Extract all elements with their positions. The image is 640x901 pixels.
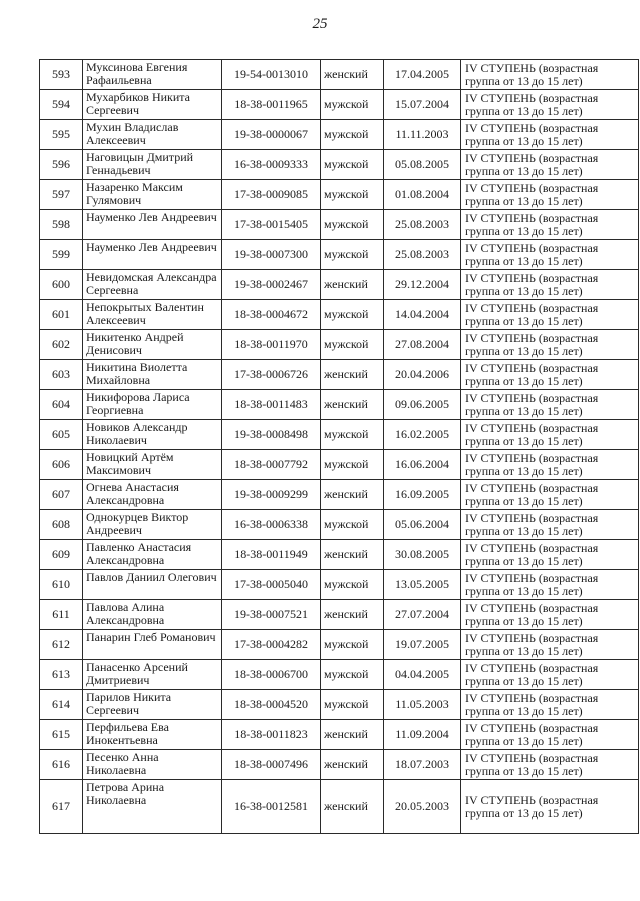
sex-cell: мужской <box>321 180 384 210</box>
table-row <box>40 210 639 240</box>
gto-level-cell: IV СТУПЕНЬ (возрастная группа от 13 до 15 лет) <box>461 570 639 600</box>
sex-cell: мужской <box>321 300 384 330</box>
birth-date-cell: 25.08.2003 <box>384 210 461 240</box>
row-number-cell: 611 <box>40 600 83 630</box>
gto-level-cell: IV СТУПЕНЬ (возрастная группа от 13 до 15 лет) <box>461 120 639 150</box>
sex-cell: женский <box>321 270 384 300</box>
full-name-cell: Однокурцев Виктор Андреевич <box>83 510 222 540</box>
sex-cell: мужской <box>321 240 384 270</box>
gto-level-cell: IV СТУПЕНЬ (возрастная группа от 13 до 15 лет) <box>461 60 639 90</box>
table-row <box>40 720 639 750</box>
table-row <box>40 450 639 480</box>
birth-date-cell: 18.07.2003 <box>384 750 461 780</box>
uin-cell: 17-38-0009085 <box>222 180 321 210</box>
gto-level-cell: IV СТУПЕНЬ (возрастная группа от 13 до 15 лет) <box>461 630 639 660</box>
sex-cell: мужской <box>321 630 384 660</box>
full-name-cell: Панасенко Арсений Дмитриевич <box>83 660 222 690</box>
table-row <box>40 540 639 570</box>
birth-date-cell: 16.06.2004 <box>384 450 461 480</box>
row-number-cell: 610 <box>40 570 83 600</box>
gto-level-cell: IV СТУПЕНЬ (возрастная группа от 13 до 15 лет) <box>461 90 639 120</box>
birth-date-cell: 16.09.2005 <box>384 480 461 510</box>
sex-cell: мужской <box>321 150 384 180</box>
full-name-cell: Никитина Виолетта Михайловна <box>83 360 222 390</box>
sex-cell: мужской <box>321 330 384 360</box>
table-row <box>40 570 639 600</box>
uin-cell: 16-38-0009333 <box>222 150 321 180</box>
full-name-cell: Непокрытых Валентин Алексеевич <box>83 300 222 330</box>
row-number-cell: 597 <box>40 180 83 210</box>
row-number-cell: 606 <box>40 450 83 480</box>
sex-cell: женский <box>321 600 384 630</box>
table-row <box>40 750 639 780</box>
row-number-cell: 615 <box>40 720 83 750</box>
gto-level-cell: IV СТУПЕНЬ (возрастная группа от 13 до 15 лет) <box>461 720 639 750</box>
birth-date-cell: 15.07.2004 <box>384 90 461 120</box>
full-name-cell: Петрова Арина Николаевна <box>83 780 222 834</box>
table-body <box>40 60 639 834</box>
full-name-cell: Парилов Никита Сергеевич <box>83 690 222 720</box>
sex-cell: мужской <box>321 120 384 150</box>
gto-level-cell: IV СТУПЕНЬ (возрастная группа от 13 до 15 лет) <box>461 150 639 180</box>
table-row <box>40 270 639 300</box>
birth-date-cell: 11.05.2003 <box>384 690 461 720</box>
table-row <box>40 630 639 660</box>
full-name-cell: Никитенко Андрей Денисович <box>83 330 222 360</box>
gto-level-cell: IV СТУПЕНЬ (возрастная группа от 13 до 15 лет) <box>461 240 639 270</box>
full-name-cell: Павлова Алина Александровна <box>83 600 222 630</box>
gto-level-cell: IV СТУПЕНЬ (возрастная группа от 13 до 15 лет) <box>461 360 639 390</box>
gto-level-cell: IV СТУПЕНЬ (возрастная группа от 13 до 15 лет) <box>461 660 639 690</box>
uin-cell: 19-38-0002467 <box>222 270 321 300</box>
row-number-cell: 600 <box>40 270 83 300</box>
row-number-cell: 602 <box>40 330 83 360</box>
birth-date-cell: 19.07.2005 <box>384 630 461 660</box>
table-row <box>40 300 639 330</box>
full-name-cell: Павленко Анастасия Александровна <box>83 540 222 570</box>
gto-level-cell: IV СТУПЕНЬ (возрастная группа от 13 до 15 лет) <box>461 180 639 210</box>
table-row <box>40 180 639 210</box>
row-number-cell: 616 <box>40 750 83 780</box>
birth-date-cell: 16.02.2005 <box>384 420 461 450</box>
full-name-cell: Мухарбиков Никита Сергеевич <box>83 90 222 120</box>
birth-date-cell: 30.08.2005 <box>384 540 461 570</box>
table-row <box>40 690 639 720</box>
gto-level-cell: IV СТУПЕНЬ (возрастная группа от 13 до 15 лет) <box>461 210 639 240</box>
table-row <box>40 420 639 450</box>
row-number-cell: 594 <box>40 90 83 120</box>
row-number-cell: 607 <box>40 480 83 510</box>
sex-cell: женский <box>321 390 384 420</box>
row-number-cell: 599 <box>40 240 83 270</box>
full-name-cell: Назаренко Максим Гулямович <box>83 180 222 210</box>
birth-date-cell: 09.06.2005 <box>384 390 461 420</box>
full-name-cell: Науменко Лев Андреевич <box>83 240 222 270</box>
birth-date-cell: 13.05.2005 <box>384 570 461 600</box>
row-number-cell: 601 <box>40 300 83 330</box>
full-name-cell: Перфильева Ева Инокентьевна <box>83 720 222 750</box>
uin-cell: 17-38-0015405 <box>222 210 321 240</box>
full-name-cell: Павлов Даниил Олегович <box>83 570 222 600</box>
gto-level-cell: IV СТУПЕНЬ (возрастная группа от 13 до 15 лет) <box>461 270 639 300</box>
uin-cell: 17-38-0006726 <box>222 360 321 390</box>
gto-level-cell: IV СТУПЕНЬ (возрастная группа от 13 до 15 лет) <box>461 540 639 570</box>
sex-cell: мужской <box>321 690 384 720</box>
sex-cell: женский <box>321 540 384 570</box>
uin-cell: 19-54-0013010 <box>222 60 321 90</box>
row-number-cell: 598 <box>40 210 83 240</box>
gto-level-cell: IV СТУПЕНЬ (возрастная группа от 13 до 15 лет) <box>461 510 639 540</box>
gto-level-cell: IV СТУПЕНЬ (возрастная группа от 13 до 15 лет) <box>461 420 639 450</box>
row-number-cell: 603 <box>40 360 83 390</box>
table-row <box>40 60 639 90</box>
uin-cell: 18-38-0007792 <box>222 450 321 480</box>
table-row <box>40 390 639 420</box>
birth-date-cell: 20.04.2006 <box>384 360 461 390</box>
gto-level-cell: IV СТУПЕНЬ (возрастная группа от 13 до 15 лет) <box>461 390 639 420</box>
full-name-cell: Никифорова Лариса Георгиевна <box>83 390 222 420</box>
gto-level-cell: IV СТУПЕНЬ (возрастная группа от 13 до 15 лет) <box>461 600 639 630</box>
uin-cell: 18-38-0011965 <box>222 90 321 120</box>
uin-cell: 19-38-0000067 <box>222 120 321 150</box>
gto-level-cell: IV СТУПЕНЬ (возрастная группа от 13 до 15 лет) <box>461 300 639 330</box>
birth-date-cell: 29.12.2004 <box>384 270 461 300</box>
birth-date-cell: 04.04.2005 <box>384 660 461 690</box>
row-number-cell: 593 <box>40 60 83 90</box>
full-name-cell: Муксинова Евгения Рафаильевна <box>83 60 222 90</box>
birth-date-cell: 27.07.2004 <box>384 600 461 630</box>
uin-cell: 17-38-0004282 <box>222 630 321 660</box>
birth-date-cell: 17.04.2005 <box>384 60 461 90</box>
row-number-cell: 612 <box>40 630 83 660</box>
birth-date-cell: 11.11.2003 <box>384 120 461 150</box>
birth-date-cell: 25.08.2003 <box>384 240 461 270</box>
full-name-cell: Науменко Лев Андреевич <box>83 210 222 240</box>
sex-cell: женский <box>321 720 384 750</box>
sex-cell: женский <box>321 750 384 780</box>
table-row <box>40 120 639 150</box>
full-name-cell: Новицкий Артём Максимович <box>83 450 222 480</box>
sex-cell: мужской <box>321 660 384 690</box>
uin-cell: 18-38-0011949 <box>222 540 321 570</box>
birth-date-cell: 11.09.2004 <box>384 720 461 750</box>
uin-cell: 18-38-0011823 <box>222 720 321 750</box>
table-row <box>40 780 639 834</box>
participants-table <box>39 59 639 834</box>
uin-cell: 17-38-0005040 <box>222 570 321 600</box>
gto-level-cell: IV СТУПЕНЬ (возрастная группа от 13 до 15 лет) <box>461 330 639 360</box>
sex-cell: мужской <box>321 510 384 540</box>
uin-cell: 19-38-0007300 <box>222 240 321 270</box>
gto-level-cell: IV СТУПЕНЬ (возрастная группа от 13 до 15 лет) <box>461 480 639 510</box>
page-number: 25 <box>312 16 328 32</box>
table-row <box>40 510 639 540</box>
uin-cell: 18-38-0004672 <box>222 300 321 330</box>
uin-cell: 18-38-0011970 <box>222 330 321 360</box>
sex-cell: мужской <box>321 450 384 480</box>
row-number-cell: 613 <box>40 660 83 690</box>
row-number-cell: 596 <box>40 150 83 180</box>
uin-cell: 18-38-0006700 <box>222 660 321 690</box>
table-row <box>40 90 639 120</box>
sex-cell: мужской <box>321 420 384 450</box>
row-number-cell: 608 <box>40 510 83 540</box>
gto-level-cell: IV СТУПЕНЬ (возрастная группа от 13 до 15 лет) <box>461 690 639 720</box>
sex-cell: мужской <box>321 210 384 240</box>
uin-cell: 19-38-0007521 <box>222 600 321 630</box>
table-row <box>40 240 639 270</box>
table-row <box>40 150 639 180</box>
table-row <box>40 600 639 630</box>
sex-cell: мужской <box>321 90 384 120</box>
uin-cell: 18-38-0011483 <box>222 390 321 420</box>
birth-date-cell: 14.04.2004 <box>384 300 461 330</box>
sex-cell: женский <box>321 480 384 510</box>
uin-cell: 16-38-0006338 <box>222 510 321 540</box>
gto-level-cell: IV СТУПЕНЬ (возрастная группа от 13 до 15 лет) <box>461 750 639 780</box>
table-row <box>40 360 639 390</box>
row-number-cell: 609 <box>40 540 83 570</box>
row-number-cell: 604 <box>40 390 83 420</box>
full-name-cell: Мухин Владислав Алексеевич <box>83 120 222 150</box>
birth-date-cell: 05.08.2005 <box>384 150 461 180</box>
table-row <box>40 660 639 690</box>
gto-level-cell: IV СТУПЕНЬ (возрастная группа от 13 до 15 лет) <box>461 450 639 480</box>
sex-cell: женский <box>321 360 384 390</box>
full-name-cell: Наговицын Дмитрий Геннадьевич <box>83 150 222 180</box>
full-name-cell: Невидомская Александра Сергеевна <box>83 270 222 300</box>
uin-cell: 19-38-0008498 <box>222 420 321 450</box>
birth-date-cell: 20.05.2003 <box>384 780 461 834</box>
sex-cell: женский <box>321 780 384 834</box>
row-number-cell: 614 <box>40 690 83 720</box>
sex-cell: женский <box>321 60 384 90</box>
full-name-cell: Огнева Анастасия Александровна <box>83 480 222 510</box>
row-number-cell: 605 <box>40 420 83 450</box>
sex-cell: мужской <box>321 570 384 600</box>
uin-cell: 16-38-0012581 <box>222 780 321 834</box>
birth-date-cell: 01.08.2004 <box>384 180 461 210</box>
full-name-cell: Новиков Александр Николаевич <box>83 420 222 450</box>
row-number-cell: 617 <box>40 780 83 834</box>
birth-date-cell: 05.06.2004 <box>384 510 461 540</box>
row-number-cell: 595 <box>40 120 83 150</box>
uin-cell: 19-38-0009299 <box>222 480 321 510</box>
table-row <box>40 480 639 510</box>
full-name-cell: Панарин Глеб Романович <box>83 630 222 660</box>
full-name-cell: Песенко Анна Николаевна <box>83 750 222 780</box>
uin-cell: 18-38-0004520 <box>222 690 321 720</box>
gto-level-cell: IV СТУПЕНЬ (возрастная группа от 13 до 15 лет) <box>461 780 639 834</box>
birth-date-cell: 27.08.2004 <box>384 330 461 360</box>
table-row <box>40 330 639 360</box>
uin-cell: 18-38-0007496 <box>222 750 321 780</box>
